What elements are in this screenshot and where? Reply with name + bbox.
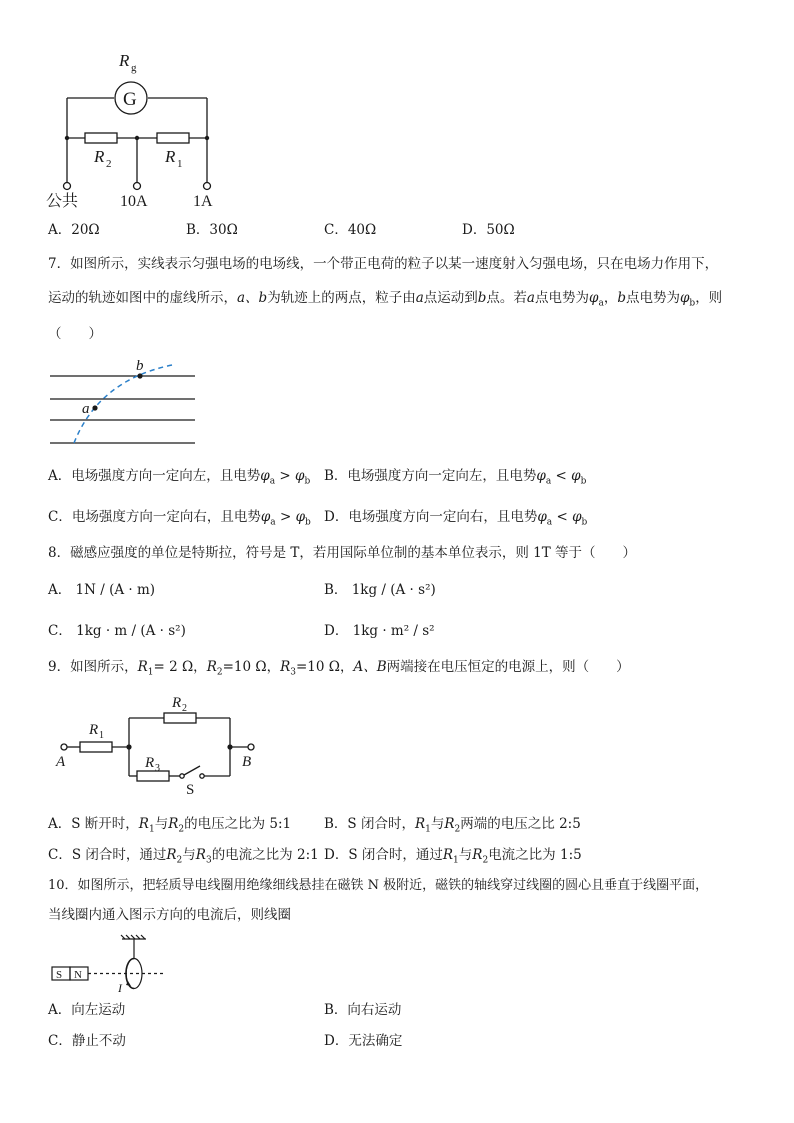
- q10-stem-line2: 当线圈内通入图示方向的电流后，则线圈: [48, 907, 291, 923]
- magnet-s-label: S: [56, 969, 63, 981]
- q6-option-c: C．40Ω: [324, 222, 377, 238]
- q9-option-b: B．S 闭合时，$R_1$与$R_2$两端的电压之比 2:5: [324, 816, 581, 835]
- fig-r3-sub: 3: [155, 763, 160, 774]
- q8-option-a: A． 1N / (A · m): [48, 582, 156, 598]
- q8-option-d: D． 1kg · m² / s²: [324, 623, 435, 639]
- q8-option-c: C． 1kg · m / (A · s²): [48, 623, 186, 639]
- r1-label: R: [165, 147, 176, 166]
- magnet-n-label: N: [74, 969, 82, 981]
- terminal-b-label: B: [242, 754, 252, 770]
- fig-r3-label: R: [145, 755, 155, 771]
- q9-option-c: C．S 闭合时，通过$R_2$与$R_3$的电流之比为 2:1: [48, 847, 319, 866]
- r1-sub: 1: [177, 158, 183, 170]
- r2-sub: 2: [106, 158, 112, 170]
- q7-option-b: B．电场强度方向一定向左，且电势$\varphi_a < \varphi_b$: [324, 468, 587, 487]
- current-i-label: I: [118, 981, 122, 994]
- q7-stem-line1: 7．如图所示，实线表示匀强电场的电场线，一个带正电荷的粒子以某一速度射入匀强电场，只在电场力作用下，: [48, 256, 719, 272]
- terminal-a-label: A: [56, 754, 66, 770]
- switch-s-label: S: [186, 782, 195, 798]
- q10-option-b: B．向右运动: [324, 1002, 402, 1018]
- resistor-circuit-figure: [52, 690, 267, 800]
- fig-r2-label: R: [172, 695, 182, 711]
- terminal-1a: 1A: [193, 193, 213, 210]
- q10-option-c: C．静止不动: [48, 1033, 126, 1049]
- q6-option-a: A．20Ω: [48, 222, 100, 238]
- q7-stem-line2: 运动的轨迹如图中的虚线所示，a、b为轨迹上的两点，粒子由a点运动到b点。若a点电势为$\varphi_a$，b点电势为$\varphi_b$，则: [48, 290, 723, 309]
- r2-label: R: [94, 147, 105, 166]
- rg-label: R: [119, 51, 130, 70]
- fig-r1-sub: 1: [99, 730, 104, 741]
- q10-option-a: A．向左运动: [48, 1002, 126, 1018]
- terminal-10a: 10A: [120, 193, 148, 210]
- point-a-label: a: [82, 401, 90, 417]
- point-b-label: b: [136, 358, 144, 374]
- q8-stem: 8．磁感应强度的单位是特斯拉，符号是 T，若用国际单位制的基本单位表示，则 1T 等于（ ）: [48, 545, 637, 561]
- q10-stem-line1: 10．如图所示，把轻质导电线圈用绝缘细线悬挂在磁铁 N 极附近，磁铁的轴线穿过线圈的圆心且垂直于线圈平面，: [48, 878, 709, 893]
- q6-option-b: B．30Ω: [186, 222, 238, 238]
- q7-option-a: A．电场强度方向一定向左，且电势$\varphi_a > \varphi_b$: [48, 468, 311, 487]
- q7-option-d: D．电场强度方向一定向右，且电势$\varphi_a < \varphi_b$: [324, 509, 588, 528]
- q6-option-d: D．50Ω: [462, 222, 515, 238]
- q10-option-d: D．无法确定: [324, 1033, 403, 1049]
- galvanometer-label: G: [123, 89, 137, 110]
- q7-answer-paren: （ ）: [48, 326, 102, 342]
- q9-option-d: D．S 闭合时，通过$R_1$与$R_2$电流之比为 1:5: [324, 847, 582, 866]
- q9-option-a: A．S 断开时，$R_1$与$R_2$的电压之比为 5:1: [48, 816, 292, 835]
- fig-r2-sub: 2: [182, 703, 187, 714]
- q7-option-c: C．电场强度方向一定向右，且电势$\varphi_a > \varphi_b$: [48, 509, 311, 528]
- q9-stem: 9．如图所示，$R_1= 2$ Ω，$R_2=10$ Ω，$R_3=10$ Ω，A、B两端接在电压恒定的电源上，则（ ）: [48, 659, 630, 678]
- fig-r1-label: R: [89, 722, 99, 738]
- galvanometer-circuit-figure: [40, 48, 240, 213]
- terminal-common: 公共: [46, 193, 79, 210]
- electric-field-figure: [44, 355, 204, 447]
- q8-option-b: B． 1kg / (A · s²): [324, 582, 436, 598]
- rg-sub: g: [131, 62, 137, 74]
- magnet-coil-figure: [46, 934, 171, 994]
